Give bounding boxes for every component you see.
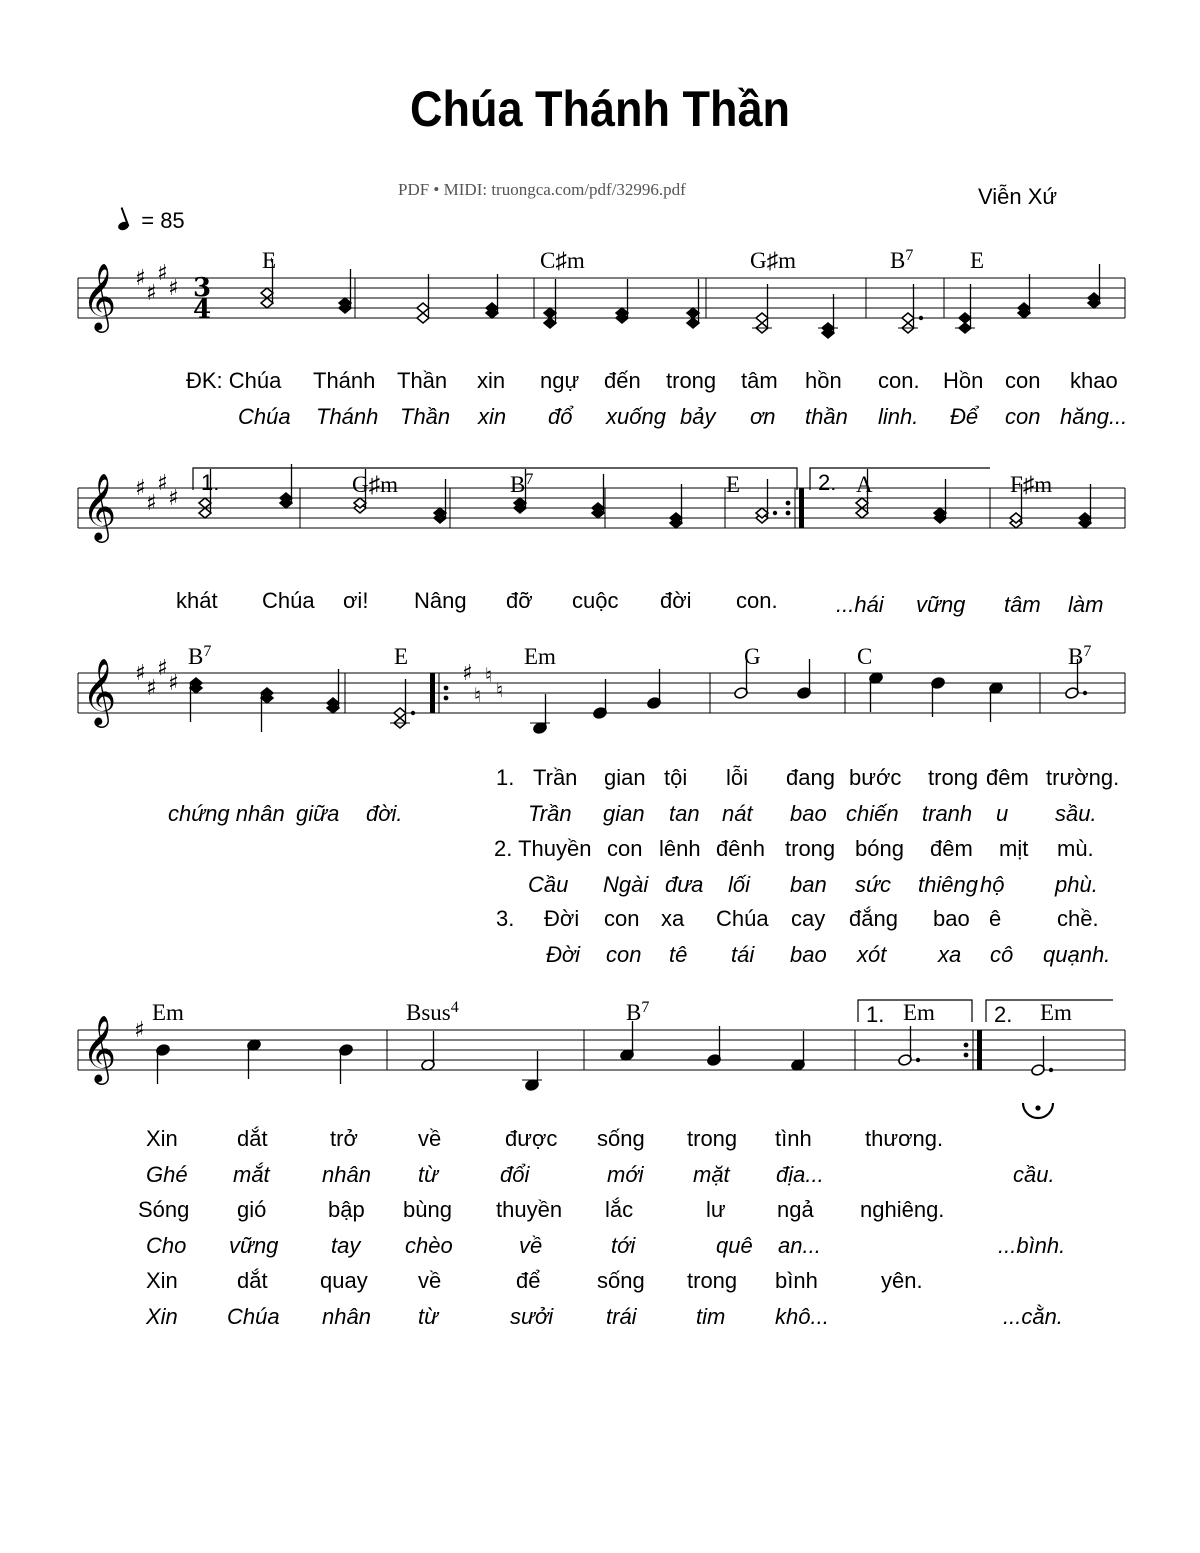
sharp-icon: ♯: [157, 656, 168, 681]
lyric-word: hộ: [980, 872, 1005, 897]
lyric-word: con: [607, 836, 643, 861]
lyric-word: cay: [791, 906, 826, 931]
lyric-word: Chúa: [238, 404, 291, 429]
lyric-word: xin: [477, 368, 506, 393]
lyric-word: đêm: [930, 836, 973, 861]
chord-symbol: $B^7$: [626, 999, 650, 1025]
lyric-word: tái: [731, 942, 755, 967]
sharp-icon: ♯: [157, 261, 168, 286]
lyric-word: hăng...: [1060, 404, 1128, 429]
lyric-word: Ghé: [146, 1162, 188, 1187]
chord-symbol: G♯m: [352, 472, 398, 497]
lyric-word: trong: [687, 1126, 738, 1151]
lyric-word: giữa: [296, 801, 340, 826]
lyric-word: lỗi: [726, 765, 749, 790]
chord-symbol: A: [856, 472, 873, 497]
lyric-word: gian: [603, 801, 645, 826]
lyric-word: ĐK: Chúa: [186, 368, 282, 393]
lyric-word: ngả: [777, 1197, 814, 1222]
lyric-word: cô: [990, 942, 1014, 967]
lyric-word: đắng: [849, 906, 898, 931]
sharp-icon: ♯: [146, 491, 157, 516]
lyric-word: Sóng: [138, 1197, 190, 1222]
lyric-word: ...bình.: [998, 1233, 1066, 1258]
lyric-word: mới: [607, 1162, 644, 1187]
lyric-word: bao: [933, 906, 970, 931]
sharp-icon: ♯: [168, 276, 179, 301]
lyric-word: Cho: [146, 1233, 187, 1258]
sharp-icon: ♯: [135, 476, 146, 501]
treble-clef-icon: 𝄞: [82, 262, 117, 330]
sharp-icon: ♯: [134, 1018, 145, 1043]
chord-symbol: Em: [524, 644, 556, 669]
lyric-word: Thánh: [313, 368, 376, 393]
lyric-word: đổ: [548, 404, 573, 429]
lyric-word: bao: [790, 942, 827, 967]
lyric-word: an...: [778, 1233, 821, 1258]
lyric-word: xa: [938, 942, 962, 967]
lyric-word: thần: [805, 404, 848, 429]
lyric-word: Xin: [146, 1126, 178, 1151]
lyric-word: thương.: [865, 1126, 944, 1151]
chord-symbol: Bsus$^4$: [406, 999, 459, 1025]
lyric-word: quạnh.: [1043, 942, 1111, 967]
lyric-word: Ngài: [603, 872, 649, 897]
lyric-word: yên.: [881, 1268, 923, 1293]
lyric-word: Nâng: [414, 588, 467, 613]
lyric-word: từ: [418, 1304, 439, 1329]
lyric-word: 3.: [496, 906, 515, 931]
chord-symbol: F♯m: [1010, 472, 1053, 497]
chord-symbol: C♯m: [540, 248, 585, 273]
composer-name: Viễn Xứ: [978, 184, 1058, 209]
lyric-word: về: [418, 1268, 442, 1293]
lyric-word: sưởi: [510, 1304, 554, 1329]
lyric-word: địa...: [776, 1162, 824, 1187]
lyric-word: trong: [785, 836, 836, 861]
volta-number: 1.: [866, 1002, 885, 1027]
lyric-word: mắt: [233, 1162, 270, 1187]
lyric-word: trong: [666, 368, 717, 393]
lyric-word: khát: [176, 588, 218, 613]
lyric-word: đời.: [366, 801, 403, 826]
lyric-word: con: [1005, 368, 1041, 393]
tempo-value: = 85: [141, 208, 185, 233]
lyric-word: u: [996, 801, 1009, 826]
sharp-icon: ♯: [157, 471, 168, 496]
lyric-word: ban: [790, 872, 827, 897]
volta-number: 2.: [818, 470, 837, 495]
chord-symbol: Em: [1040, 1000, 1072, 1025]
lyric-word: bình: [775, 1268, 818, 1293]
lyric-word: vững: [916, 592, 966, 617]
lyric-word: phù.: [1055, 872, 1098, 897]
sharp-icon: ♯: [168, 671, 179, 696]
lyric-word: nhân: [322, 1304, 371, 1329]
lyric-word: con.: [878, 368, 920, 393]
lyric-word: được: [505, 1126, 558, 1151]
chord-symbol: Em: [903, 1000, 935, 1025]
lyric-word: 1.: [496, 765, 515, 790]
lyric-word: tới: [611, 1233, 636, 1258]
lyric-word: mịt: [999, 836, 1029, 861]
sharp-icon: ♯: [135, 266, 146, 291]
lyric-word: lênh: [659, 836, 701, 861]
lyric-word: tay: [331, 1233, 361, 1258]
lyric-word: Thần: [400, 404, 451, 429]
lyric-word: lư: [706, 1197, 726, 1222]
lyric-word: khao: [1070, 368, 1118, 393]
lyric-word: khô...: [775, 1304, 829, 1329]
lyric-word: tê: [669, 942, 688, 967]
lyric-word: trái: [606, 1304, 637, 1329]
lyric-word: tội: [664, 765, 688, 790]
lyric-word: đời: [660, 588, 692, 613]
lyric-word: xót: [857, 942, 887, 967]
lyric-word: Thần: [397, 368, 448, 393]
lyric-word: 2. Thuyền: [494, 836, 592, 861]
chord-symbol: E: [970, 248, 985, 273]
lyric-word: bóng: [855, 836, 904, 861]
lyric-word: bùng: [403, 1197, 452, 1222]
lyric-word: trường.: [1046, 765, 1120, 790]
lyric-word: đêm: [986, 765, 1029, 790]
lyric-word: ê: [989, 906, 1002, 931]
lyric-word: Hồn: [943, 368, 984, 393]
lyric-word: con: [606, 942, 642, 967]
lyric-word: đến: [604, 368, 641, 393]
lyric-word: đang: [786, 765, 835, 790]
chord-symbol: E: [262, 248, 277, 273]
chord-symbol: $B^7$: [188, 643, 212, 669]
chord-symbol: $B^7$: [1068, 643, 1092, 669]
chord-symbol: Em: [152, 1000, 184, 1025]
lyric-word: cầu.: [1013, 1162, 1055, 1187]
lyric-word: chiến: [846, 801, 899, 826]
lyric-word: từ: [418, 1162, 439, 1187]
lyric-word: con.: [736, 588, 778, 613]
chord-symbol: $B^7$: [890, 247, 914, 273]
chord-symbol: G: [744, 644, 761, 669]
lyric-word: quê: [716, 1233, 753, 1258]
natural-icon: ♮: [496, 678, 504, 702]
chord-symbol: $B^7$: [510, 471, 534, 497]
lyric-word: đổi: [500, 1162, 530, 1187]
chord-symbol: G♯m: [750, 248, 796, 273]
chord-symbol: E: [726, 472, 741, 497]
lyric-word: con: [604, 906, 640, 931]
lyric-word: lắc: [605, 1197, 634, 1222]
lyric-word: nát: [722, 801, 753, 826]
lyric-word: nhân: [322, 1162, 371, 1187]
lyric-word: thiêng: [918, 872, 978, 897]
lyric-word: đỡ: [506, 588, 533, 613]
lyric-word: tâm: [741, 368, 778, 393]
lyric-word: ...cằn.: [1003, 1304, 1063, 1329]
lyric-word: tan: [669, 801, 700, 826]
treble-clef-icon: 𝄞: [82, 1014, 117, 1082]
lyric-word: bước: [849, 765, 902, 790]
lyric-word: con: [1005, 404, 1041, 429]
lyric-word: chứng nhân: [168, 801, 285, 826]
lyric-word: tranh: [922, 801, 973, 826]
lyric-word: bao: [790, 801, 827, 826]
lyric-word: về: [418, 1126, 442, 1151]
lyric-word: đưa: [665, 872, 704, 897]
lyric-word: sức: [855, 872, 891, 897]
lyric-word: bập: [328, 1197, 365, 1222]
time-sig-bottom: 4: [193, 295, 212, 325]
lyric-word: vững: [229, 1233, 279, 1258]
sharp-icon: ♯: [168, 486, 179, 511]
lyric-word: Để: [950, 404, 979, 429]
lyric-word: Đời: [544, 906, 580, 931]
lyric-word: quay: [320, 1268, 368, 1293]
lyric-word: chề.: [1057, 906, 1099, 931]
lyric-word: ngự: [540, 368, 580, 393]
sharp-icon: ♯: [146, 281, 157, 306]
sharp-icon: ♯: [135, 661, 146, 686]
lyric-word: ơi!: [343, 588, 369, 613]
lyric-word: gió: [237, 1197, 267, 1222]
lyric-word: xa: [661, 906, 685, 931]
lyric-word: Xin: [146, 1304, 178, 1329]
lyric-word: Cầu: [528, 872, 569, 897]
lyric-word: ơn: [750, 404, 776, 429]
volta-number: 1.: [201, 470, 220, 495]
sharp-icon: ♯: [146, 676, 157, 701]
lyric-word: bảy: [680, 404, 716, 429]
lyric-word: làm: [1068, 592, 1104, 617]
lyric-word: tâm: [1004, 592, 1041, 617]
natural-icon: ♮: [485, 663, 493, 687]
lyric-word: dắt: [237, 1268, 268, 1293]
lyric-word: Chúa: [262, 588, 315, 613]
lyric-word: sầu.: [1055, 801, 1097, 826]
lyric-word: để: [516, 1268, 541, 1293]
time-sig-top: 3: [193, 273, 212, 303]
lyric-word: Xin: [146, 1268, 178, 1293]
lyric-word: về: [519, 1233, 543, 1258]
lyric-word: Chúa: [716, 906, 769, 931]
lyric-word: sống: [597, 1126, 645, 1151]
chord-symbol: C: [857, 644, 873, 669]
lyric-word: cuộc: [572, 588, 619, 613]
lyric-word: mặt: [693, 1162, 730, 1187]
source-link[interactable]: PDF • MIDI: truongca.com/pdf/32996.pdf: [398, 180, 686, 199]
lyric-word: xin: [478, 404, 507, 429]
lyric-word: tim: [696, 1304, 726, 1329]
lyric-word: lối: [728, 872, 751, 897]
lyric-word: dắt: [237, 1126, 268, 1151]
treble-clef-icon: 𝄞: [82, 657, 117, 725]
lyric-word: xuống: [606, 404, 666, 429]
sharp-icon: ♯: [462, 661, 473, 686]
chord-symbol: E: [394, 644, 409, 669]
lyric-word: ...hái: [836, 592, 884, 617]
lyric-word: trong: [928, 765, 979, 790]
lyric-word: chèo: [405, 1233, 453, 1258]
lyric-word: Thánh: [316, 404, 379, 429]
song-title: Chúa Thánh Thần: [410, 81, 790, 137]
lyric-word: sống: [597, 1268, 645, 1293]
lyric-word: trở: [330, 1126, 358, 1151]
lyric-word: hồn: [805, 368, 842, 393]
lyric-word: đênh: [716, 836, 765, 861]
lyric-word: tình: [775, 1126, 812, 1151]
treble-clef-icon: 𝄞: [82, 472, 117, 540]
lyric-word: thuyền: [496, 1197, 563, 1222]
lyric-word: Trần: [528, 801, 572, 826]
lyric-word: linh.: [878, 404, 919, 429]
lyric-word: Chúa: [227, 1304, 280, 1329]
lyric-word: mù.: [1057, 836, 1094, 861]
natural-icon: ♮: [474, 683, 482, 707]
lyric-word: trong: [687, 1268, 738, 1293]
lyric-word: Đời: [546, 942, 581, 967]
lyric-word: gian: [604, 765, 646, 790]
volta-number: 2.: [994, 1002, 1013, 1027]
lyric-word: nghiêng.: [860, 1197, 945, 1222]
lyric-word: Trần: [533, 765, 578, 790]
